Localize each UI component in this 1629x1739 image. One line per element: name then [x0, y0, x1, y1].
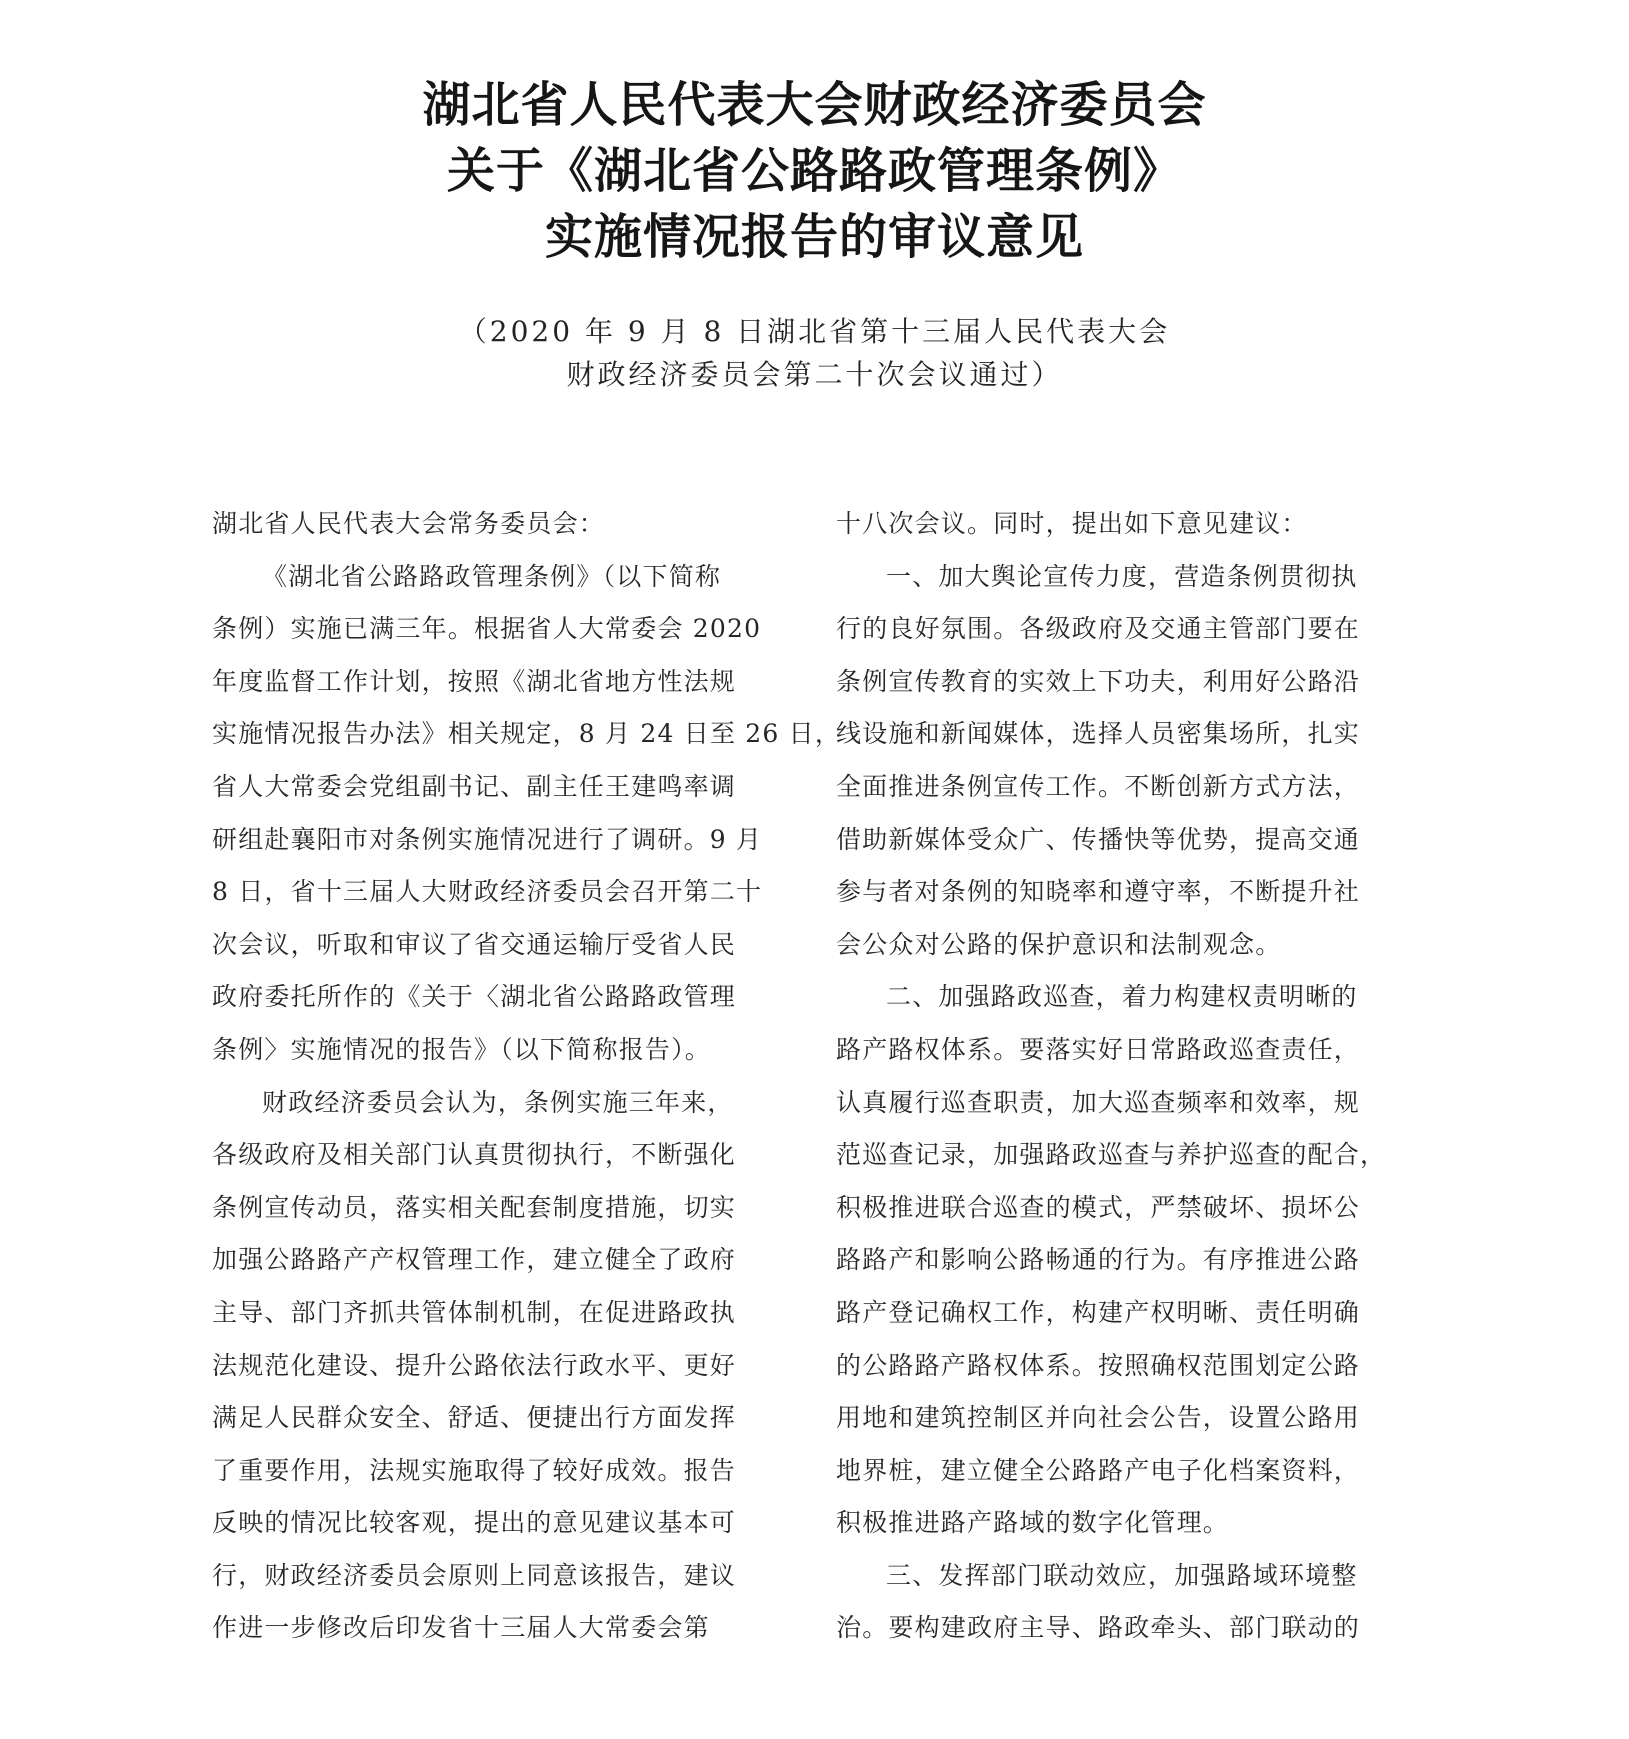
- right-line: 条例宣传教育的实效上下功夫，利用好公路沿: [836, 666, 1361, 696]
- right-line: 地界桩，建立健全公路路产电子化档案资料，: [836, 1455, 1361, 1485]
- right-line: 三、发挥部门联动效应，加强路域环境整: [886, 1560, 1358, 1590]
- right-line: 全面推进条例宣传工作。不断创新方式方法，: [836, 771, 1361, 801]
- left-line: 财政经济委员会认为，条例实施三年来，: [262, 1087, 734, 1117]
- subtitle-line-1: （2020 年 9 月 8 日湖北省第十三届人民代表大会: [458, 315, 1171, 348]
- right-line: 积极推进联合巡查的模式，严禁破坏、损坏公: [836, 1192, 1361, 1222]
- title-line-3: 实施情况报告的审议意见: [544, 209, 1084, 265]
- left-line: 法规范化建设、提升公路依法行政水平、更好: [212, 1350, 737, 1380]
- left-line: 加强公路路产产权管理工作，建立健全了政府: [212, 1245, 737, 1275]
- right-line: 十八次会议。同时，提出如下意见建议：: [836, 509, 1308, 538]
- subtitle-line-2: 财政经济委员会第二十次会议通过）: [566, 358, 1063, 391]
- left-line: 实施情况报告办法》相关规定，8 月 24 日至 26 日，: [212, 719, 842, 749]
- right-line: 一、加大舆论宣传力度，营造条例贯彻执: [886, 561, 1358, 591]
- left-line: 次会议，听取和审议了省交通运输厅受省人民: [212, 929, 737, 959]
- left-line: 条例〉实施情况的报告》（以下简称报告）。: [212, 1034, 712, 1064]
- left-column: [212, 498, 842, 1655]
- left-line: 年度监督工作计划，按照《湖北省地方性法规: [212, 666, 737, 696]
- right-line: 范巡查记录，加强路政巡查与养护巡查的配合，: [836, 1140, 1387, 1170]
- right-line: 的公路路产路权体系。按照确权范围划定公路: [836, 1350, 1361, 1380]
- left-line: 8 日，省十三届人大财政经济委员会召开第二十: [212, 877, 763, 907]
- left-line: 反映的情况比较客观，提出的意见建议基本可: [212, 1508, 737, 1538]
- left-line: 各级政府及相关部门认真贯彻执行，不断强化: [212, 1140, 737, 1170]
- title-line-1: 湖北省人民代表大会财政经济委员会: [422, 77, 1207, 133]
- right-line: 二、加强路政巡查，着力构建权责明晰的: [886, 982, 1358, 1012]
- left-line: 研组赴襄阳市对条例实施情况进行了调研。9 月: [212, 824, 763, 854]
- right-line: 会公众对公路的保护意识和法制观念。: [836, 929, 1282, 959]
- right-line: 行的良好氛围。各级政府及交通主管部门要在: [836, 614, 1361, 644]
- right-line: 路产登记确权工作，构建产权明晰、责任明确: [836, 1297, 1361, 1327]
- left-line: 行，财政经济委员会原则上同意该报告，建议: [212, 1560, 737, 1590]
- left-line: 主导、部门齐抓共管体制机制，在促进路政执: [212, 1297, 737, 1327]
- right-line: 借助新媒体受众广、传播快等优势，提高交通: [836, 824, 1361, 854]
- left-line: 《湖北省公路路政管理条例》（以下简称: [262, 561, 722, 591]
- right-line: 治。要构建政府主导、路政牵头、部门联动的: [836, 1613, 1361, 1643]
- left-line: 政府委托所作的《关于〈湖北省公路路政管理: [212, 982, 737, 1012]
- title-line-2: 关于《湖北省公路路政管理条例》: [446, 143, 1182, 199]
- left-line: 作进一步修改后印发省十三届人大常委会第: [212, 1613, 710, 1643]
- salutation: 湖北省人民代表大会常务委员会：: [212, 509, 606, 538]
- right-column: [836, 498, 1394, 1655]
- right-line: 认真履行巡查职责，加大巡查频率和效率，规: [836, 1087, 1361, 1117]
- right-line: 积极推进路产路域的数字化管理。: [836, 1508, 1230, 1538]
- left-line: 满足人民群众安全、舒适、便捷出行方面发挥: [212, 1403, 737, 1433]
- document-title: [0, 72, 1629, 270]
- left-line: 条例）实施已满三年。根据省人大常委会 2020: [212, 614, 762, 644]
- right-line: 参与者对条例的知晓率和遵守率，不断提升社: [836, 877, 1361, 907]
- left-line: 了重要作用，法规实施取得了较好成效。报告: [212, 1455, 737, 1485]
- left-line: 条例宣传动员，落实相关配套制度措施，切实: [212, 1192, 737, 1222]
- document-subtitle: [0, 310, 1629, 396]
- right-line: 路产路权体系。要落实好日常路政巡查责任，: [836, 1034, 1361, 1064]
- left-line: 省人大常委会党组副书记、副主任王建鸣率调: [212, 771, 737, 801]
- right-line: 线设施和新闻媒体，选择人员密集场所，扎实: [836, 719, 1361, 749]
- right-line: 用地和建筑控制区并向社会公告，设置公路用: [836, 1403, 1361, 1433]
- right-line: 路路产和影响公路畅通的行为。有序推进公路: [836, 1245, 1361, 1275]
